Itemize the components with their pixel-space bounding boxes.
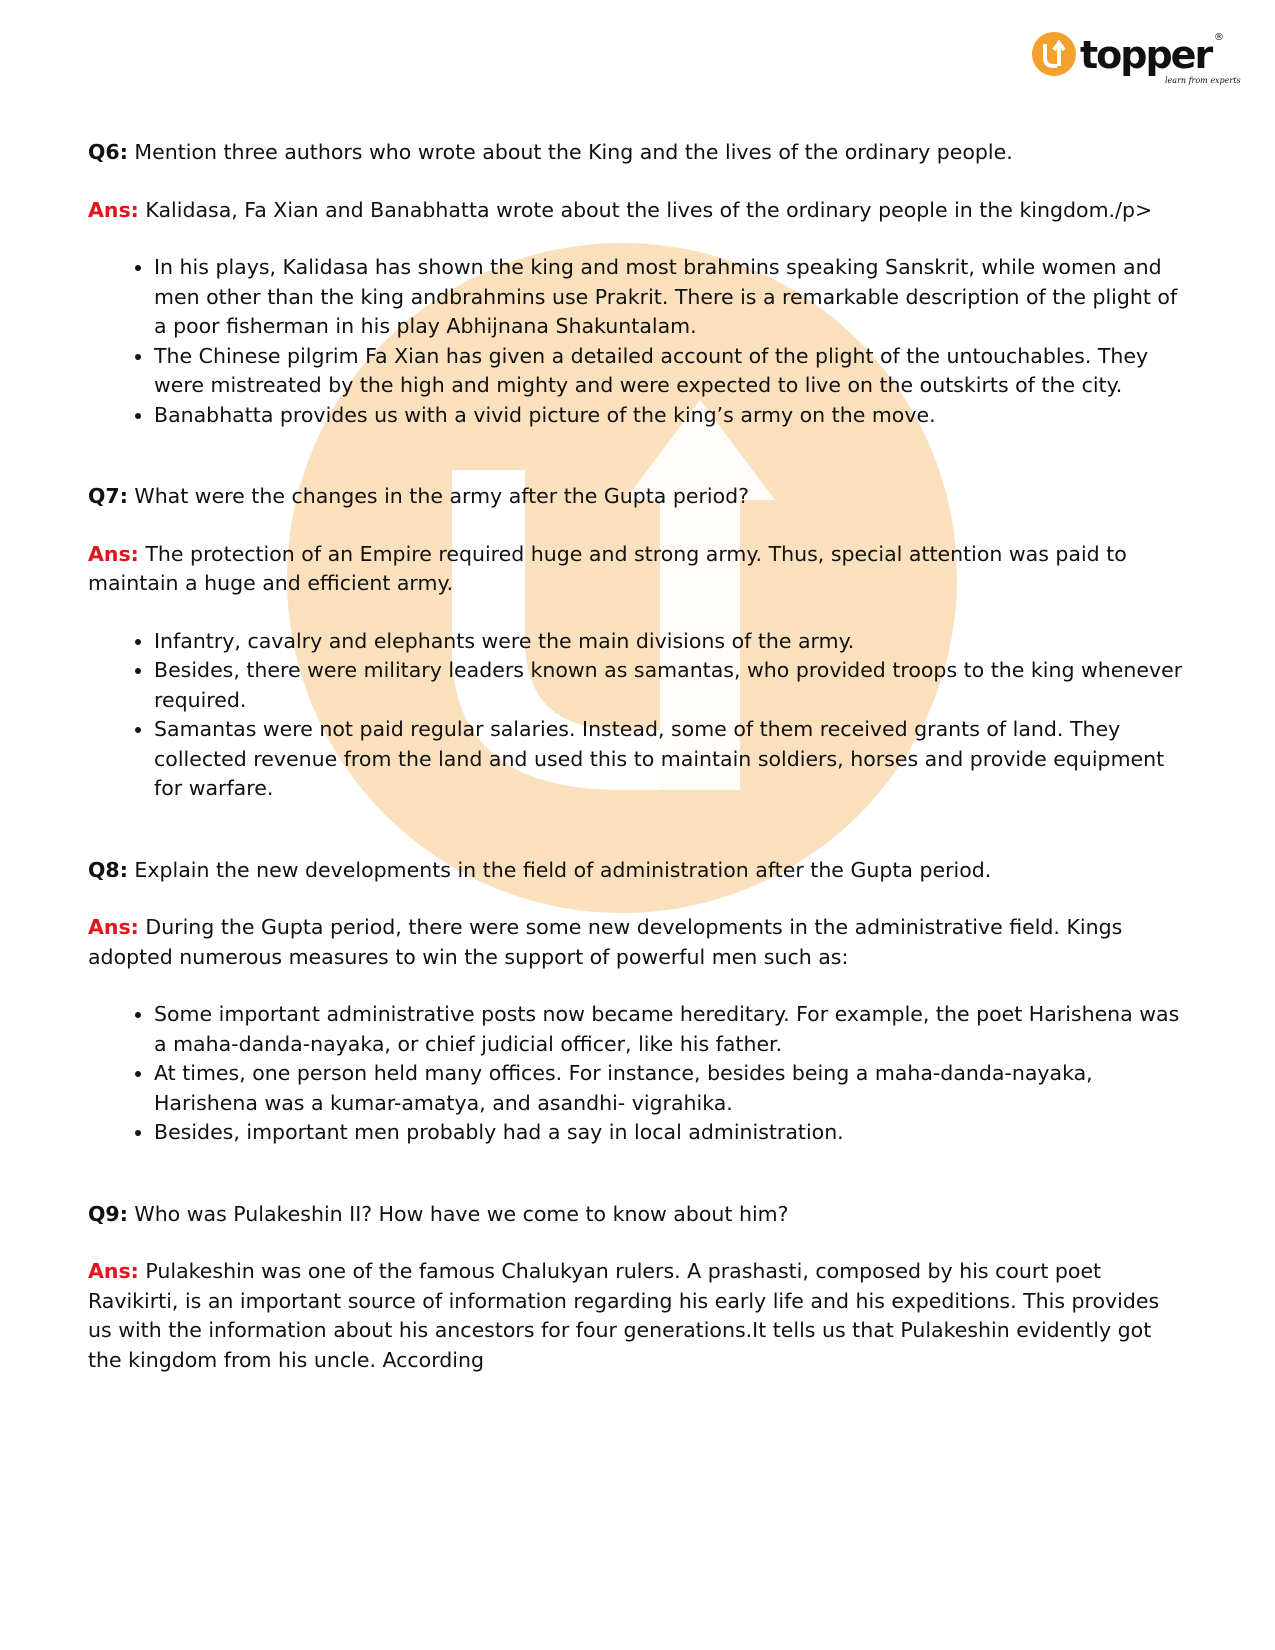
answer-bullets [88, 627, 1188, 804]
svg-text:learn from experts: learn from experts [1165, 76, 1241, 85]
question [88, 482, 1188, 512]
question-block-q8 [88, 856, 1188, 1148]
answer-label: Ans: [88, 1259, 139, 1283]
svg-text:topper: topper [1080, 33, 1212, 77]
question [88, 1200, 1188, 1230]
bullet-item: • At times, one person held many offices. For instance, besides being a maha-danda-nayaka, Harishena was a kumar-amatya, and asandhi- vigrahika. [154, 1059, 1188, 1118]
svg-text:®: ® [1214, 32, 1224, 43]
question [88, 856, 1188, 886]
answer [88, 1257, 1188, 1375]
question-text: Who was Pulakeshin II? How have we come to know about him? [134, 1201, 789, 1226]
bullet-item: • The Chinese pilgrim Fa Xian has given a detailed account of the plight of the untouchables. They were mistreated by the high and mighty and were expected to live on the outskirts of the city. [154, 342, 1188, 401]
qa-content [88, 138, 1188, 1427]
bullet-item: • Some important administrative posts now became hereditary. For example, the poet Harishena was a maha-danda-nayaka, or chief judicial officer, like his father. [154, 1000, 1188, 1059]
topper-logo [1030, 28, 1241, 88]
question-label: Q6: [88, 140, 128, 164]
answer-label: Ans: [88, 197, 139, 222]
question-text: Explain the new developments in the field of administration after the Gupta period. [134, 857, 992, 882]
bullet-item: • Besides, there were military leaders known as samantas, who provided troops to the king whenever required. [154, 656, 1188, 715]
answer [88, 913, 1188, 972]
answer-text: Kalidasa, Fa Xian and Banabhatta wrote about the lives of the ordinary people in the kingdom./p> [145, 197, 1153, 222]
bullet-item: • Besides, important men probably had a say in local administration. [154, 1118, 1188, 1148]
question-text: What were the changes in the army after the Gupta period? [134, 484, 750, 508]
answer-label: Ans: [88, 915, 139, 939]
question-label: Q8: [88, 857, 128, 882]
question-block-q6 [88, 138, 1188, 430]
answer-bullets [88, 253, 1188, 430]
question-text: Mention three authors who wrote about the King and the lives of the ordinary people. [134, 140, 1013, 164]
question-label: Q7: [88, 484, 128, 508]
answer-text: During the Gupta period, there were some new developments in the administrative field. Kings adopted numerous measures to win the support of powerful men such as: [88, 915, 1123, 969]
answer-text: The protection of an Empire required huge and strong army. Thus, special attention was paid to maintain a huge and efficient army. [88, 541, 1127, 595]
question [88, 138, 1188, 168]
question-label: Q9: [88, 1201, 128, 1226]
answer-bullets [88, 1000, 1188, 1148]
answer [88, 196, 1188, 226]
bullet-item: • Samantas were not paid regular salaries. Instead, some of them received grants of land. They collected revenue from the land and used this to maintain soldiers, horses and provide equipment for warfare. [154, 715, 1188, 804]
question-block-q7 [88, 482, 1188, 804]
answer-text: Pulakeshin was one of the famous Chalukyan rulers. A prashasti, composed by his court poet Ravikirti, is an important source of information regarding his early life and his expeditions. This provides us with the information about his ancestors for four generations.It tells us that Pulakeshin evidently got the kingdom from his uncle. According [88, 1259, 1160, 1372]
bullet-item: • Infantry, cavalry and elephants were the main divisions of the army. [154, 627, 1188, 657]
question-block-q9 [88, 1200, 1188, 1376]
answer [88, 540, 1188, 599]
answer-label: Ans: [88, 541, 139, 566]
bullet-item: • Banabhatta provides us with a vivid picture of the king’s army on the move. [154, 401, 1188, 431]
bullet-item: • In his plays, Kalidasa has shown the king and most brahmins speaking Sanskrit, while women and men other than the king andbrahmins use Prakrit. There is a remarkable description of the plight of a poor fisherman in his play Abhijnana Shakuntalam. [154, 253, 1188, 342]
